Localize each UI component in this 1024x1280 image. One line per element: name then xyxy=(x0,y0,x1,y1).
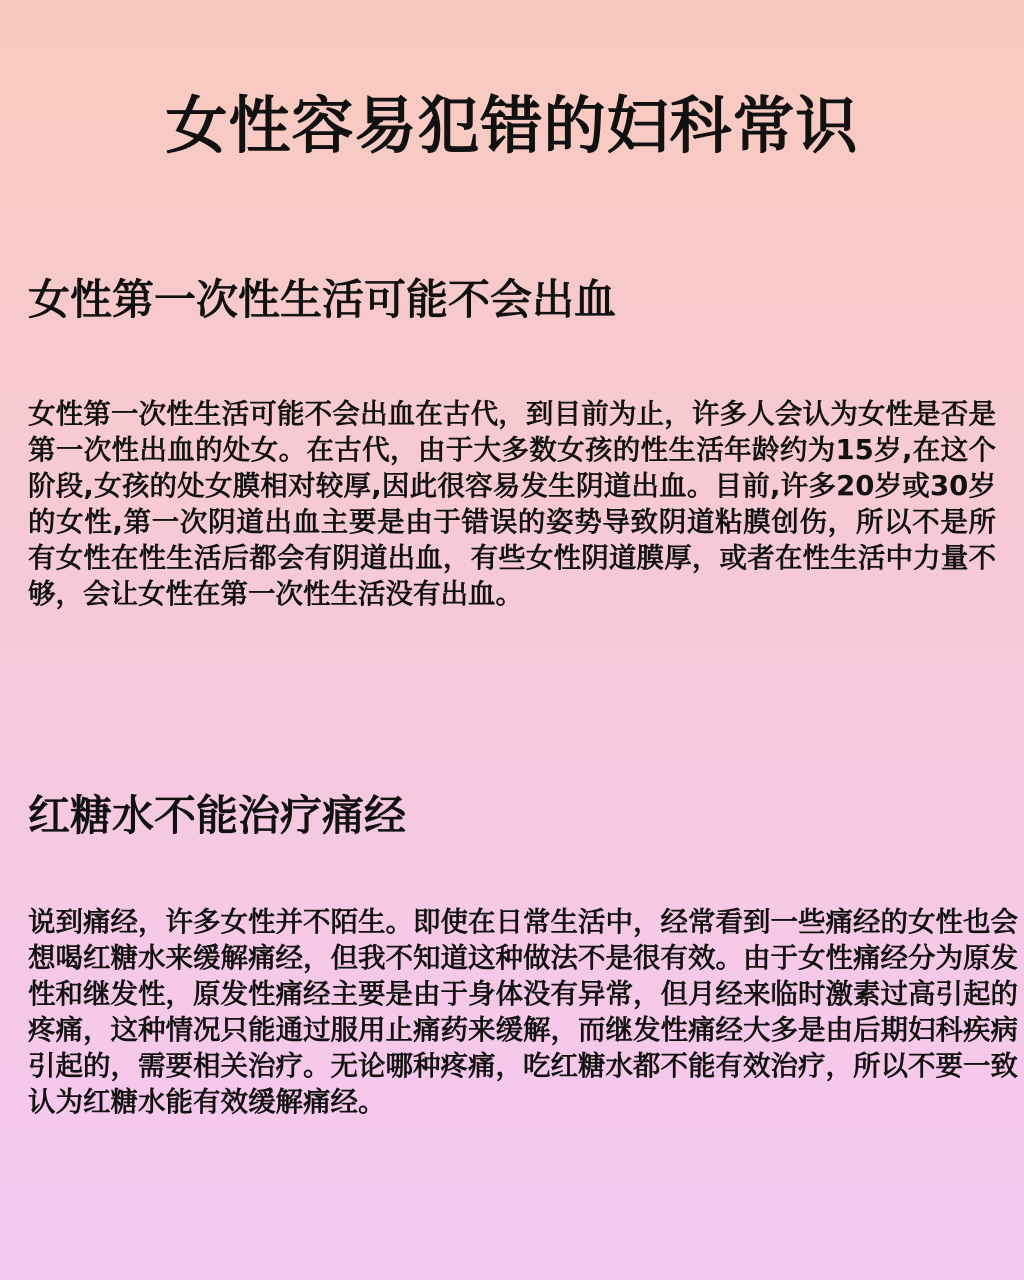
page-title: 女性容易犯错的妇科常识 xyxy=(165,89,859,162)
section-heading-first-intercourse: 女性第一次性生活可能不会出血 xyxy=(28,275,617,324)
section-body-first-intercourse: 女性第一次性生活可能不会出血在古代，到目前为止，许多人会认为女性是否是第一次性出血的处女。在古代，由于大多数女孩的性生活年龄约为15岁,在这个阶段,女孩的处女膜相对较厚,因此很容易发生阴道出血。目前,许多20岁或30岁的女性,第一次阴道出血主要是由于错误的姿势导致阴道粘膜创伤，所以不是所有女性在性生活后都会有阴道出血，有些女性阴道膜厚，或者在性生活中力量不够，会让女性在第一次性生活没有出血。 xyxy=(28,398,996,610)
section-body-brown-sugar-water: 说到痛经，许多女性并不陌生。即使在日常生活中，经常看到一些痛经的女性也会想喝红糖水来缓解痛经，但我不知道这种做法不是很有效。由于女性痛经分为原发性和继发性，原发性痛经主要是由于身体没有异常，但月经来临时激素过高引起的疼痛，这种情况只能通过服用止痛药来缓解，而继发性痛经大多是由后期妇科疾病引起的，需要相关治疗。无论哪种疼痛，吃红糖水都不能有效治疗，所以不要一致认为红糖水能有效缓解痛经。 xyxy=(28,906,1018,1118)
section-heading-brown-sugar-water: 红糖水不能治疗痛经 xyxy=(28,791,407,840)
